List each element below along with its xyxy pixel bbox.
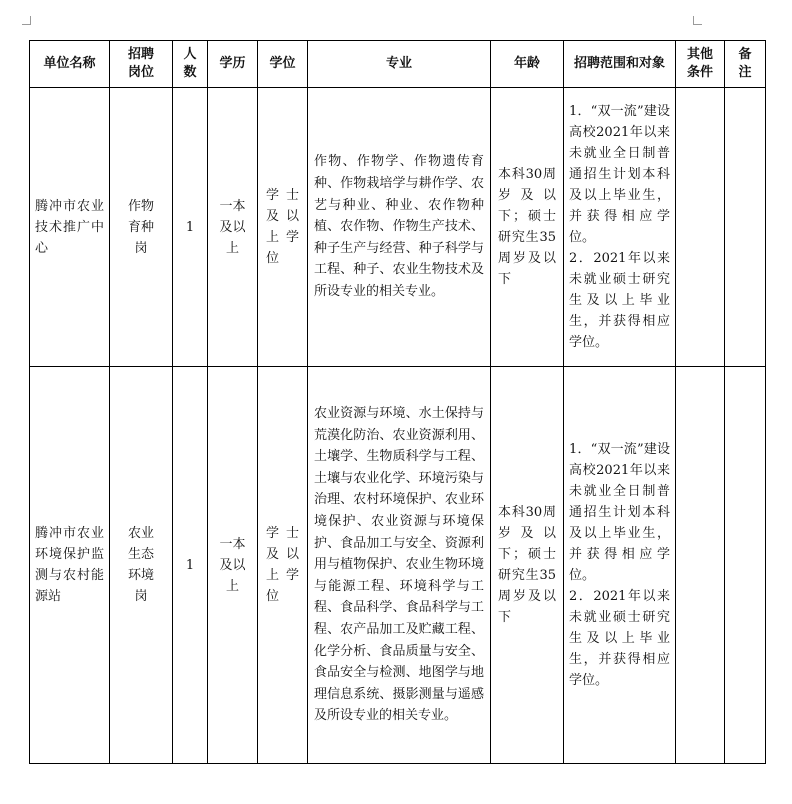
cell-remark (725, 88, 766, 367)
cell-scope (564, 88, 676, 367)
cell-major: 作物、作物学、作物遗传育种、作物栽培学与耕作学、农艺与种业、种业、农作物种植、农作物、作物生产技术、种子生产与经营、种子科学与工程、种子、农业生物技术及所设专业的相关专业。 (308, 88, 491, 367)
scope-item-2: 2．2021年以来未就业硕士研究生及以上毕业生，并获得相应学位。 (569, 251, 670, 350)
header-post: 招聘岗位 (110, 41, 173, 88)
header-age: 年龄 (491, 41, 564, 88)
header-scope: 招聘范围和对象 (564, 41, 676, 88)
cell-education: 一本及以上 (208, 367, 258, 764)
cell-degree: 学士及以上学位 (258, 367, 308, 764)
table-row (30, 88, 766, 367)
cell-post: 作物育种岗 (110, 88, 173, 367)
cell-other (676, 88, 725, 367)
cell-age: 本科30周岁及以下；硕士研究生35周岁及以下 (491, 367, 564, 764)
scope-item-1: 1．“双一流”建设高校2021年以来未就业全日制普通招生计划本科及以上毕业生，并获得相应学位。 (569, 104, 670, 245)
cell-post: 农业生态环境岗 (110, 367, 173, 764)
header-unit: 单位名称 (30, 41, 110, 88)
cell-unit: 腾冲市农业环境保护监测与农村能源站 (30, 367, 110, 764)
header-remark: 备注 (725, 41, 766, 88)
cell-education: 一本及以上 (208, 88, 258, 367)
crop-mark-left (22, 16, 31, 25)
crop-mark-right (693, 16, 702, 25)
recruitment-table (29, 40, 766, 764)
header-degree: 学位 (258, 41, 308, 88)
cell-count: 1 (173, 367, 208, 764)
scope-item-2: 2．2021年以来未就业硕士研究生及以上毕业生，并获得相应学位。 (569, 589, 670, 688)
header-count: 人数 (173, 41, 208, 88)
header-education: 学历 (208, 41, 258, 88)
header-major: 专业 (308, 41, 491, 88)
cell-count: 1 (173, 88, 208, 367)
cell-major: 农业资源与环境、水土保持与荒漠化防治、农业资源利用、土壤学、生物质科学与工程、土壤与农业化学、环境污染与治理、农村环境保护、农业环境保护、农业资源与环境保护、食品加工与安全、资源利用与植物保护、农业生物环境与能源工程、环境科学与工程、食品科学、食品科学与工程、农产品加工及贮藏工程、化学分析、食品质量与安全、食品安全与检测、地图学与地理信息系统、摄影测量与遥感及所设专业的相关专业。 (308, 367, 491, 764)
header-row (30, 41, 766, 88)
cell-other (676, 367, 725, 764)
cell-age: 本科30周岁及以下；硕士研究生35周岁及以下 (491, 88, 564, 367)
cell-degree: 学士及以上学位 (258, 88, 308, 367)
cell-scope (564, 367, 676, 764)
cell-remark (725, 367, 766, 764)
scope-item-1: 1．“双一流”建设高校2021年以来未就业全日制普通招生计划本科及以上毕业生，并获得相应学位。 (569, 442, 670, 583)
table-row (30, 367, 766, 764)
cell-unit: 腾冲市农业技术推广中心 (30, 88, 110, 367)
header-other: 其他条件 (676, 41, 725, 88)
